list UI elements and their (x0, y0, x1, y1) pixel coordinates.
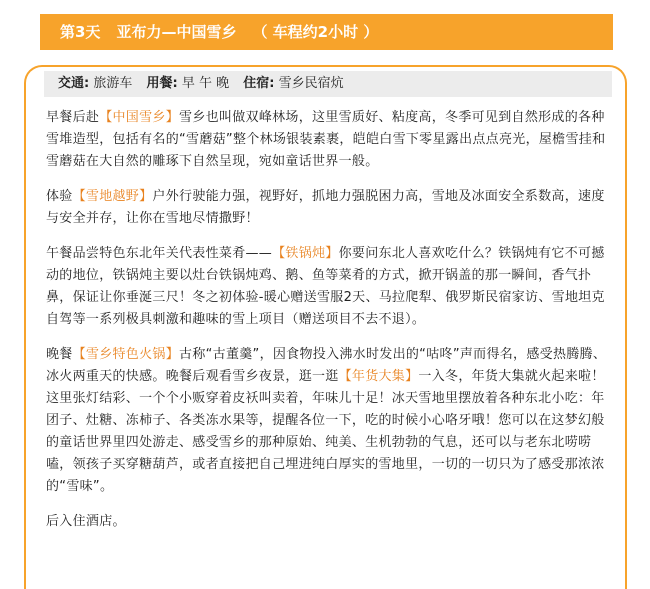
text: 体验 (46, 189, 73, 204)
paragraph-dinner (46, 344, 612, 498)
day-label: 第3天 (60, 23, 101, 41)
highlight-snow-offroad: 【雪地越野】 (72, 189, 153, 204)
text: 雪乡也叫做双峰林场，这里雪质好、粘度高，冬季可见到自然形成的各种雪堆造型，包括有名的“雪蘑菇”整个林场银装素裹，皑皑白雪下零星露出点点亮光，屋檐雪挂和雪蘑菇在大自然的雕琢下自然呈现，宛如童话世界一般。 (46, 110, 606, 169)
text: 古称“古董羹”，因食物投入沸水时发出的“咕咚”声而得名，感受热腾腾、冰火两重天的快感。晚餐后观看雪乡夜景，逛一逛 (46, 347, 607, 384)
day-header (40, 14, 613, 50)
text: 一入冬，年货大集就火起来啦！这里张灯结彩、一个个小贩穿着皮袄叫卖着，年味儿十足！冰天雪地里摆放着各种东北小吃：年团子、灶糖、冻柿子、各类冻水果等，提醒各位一下，吃的时候小心咯牙哦！您可以在这梦幻般的童话世界里四处游走、感受雪乡的那种原始、纯美、生机勃勃的气息，还可以与老东北唠唠嗑，领孩子买穿糖葫芦，或者直接把自己埋进纯白厚实的雪地里，一切的一切只为了感受那浓浓的“雪味”。 (46, 369, 605, 494)
highlight-snow-town: 【中国雪乡】 (99, 110, 180, 125)
text: 早餐后赴 (46, 110, 100, 125)
text: 你要问东北人喜欢吃什么？铁锅炖有它不可撼动的地位，铁锅炖主要以灶台铁锅炖鸡、鹅、鱼等菜肴的方式，掀开锅盖的那一瞬间，香气扑鼻，保证让你垂涎三尺！冬之初体验-暖心赠送雪服2天、马拉爬犁、俄罗斯民宿家访、雪地坦克自驾等一系列极具刺激和趣味的雪上项目（赠送项目不去不退）。 (46, 246, 605, 327)
paragraph-breakfast (46, 107, 612, 173)
text: 后入住酒店。 (46, 514, 126, 529)
text: 晚餐 (46, 347, 73, 362)
meal-label: 用餐: (146, 76, 178, 91)
stay-label: 住宿: (243, 76, 275, 91)
meal-value: 早 午 晚 (181, 76, 230, 91)
paragraph-lunch (46, 243, 612, 331)
text: 午餐品尝特色东北年关代表性菜肴—— (46, 246, 273, 261)
route-title: 亚布力—中国雪乡 (116, 23, 237, 41)
stay-value: 雪乡民宿炕 (278, 76, 344, 91)
transport-value: 旅游车 (93, 76, 133, 91)
transport-label: 交通: (58, 76, 90, 91)
paragraph-offroad (46, 186, 612, 230)
paragraph-hotel (46, 511, 612, 533)
highlight-iron-pot-stew: 【铁锅炖】 (272, 246, 339, 261)
highlight-new-year-market: 【年货大集】 (338, 369, 419, 384)
highlight-hotpot: 【雪乡特色火锅】 (72, 347, 180, 362)
itinerary-content (46, 107, 612, 546)
travel-time: （ 车程约2小时 ） (252, 23, 379, 41)
info-bar (44, 71, 612, 97)
text: 户外行驶能力强，视野好，抓地力强脱困力高，雪地及冰面安全系数高，速度与安全并存，让你在雪地尽情撒野！ (46, 189, 605, 226)
itinerary-card (24, 65, 627, 589)
